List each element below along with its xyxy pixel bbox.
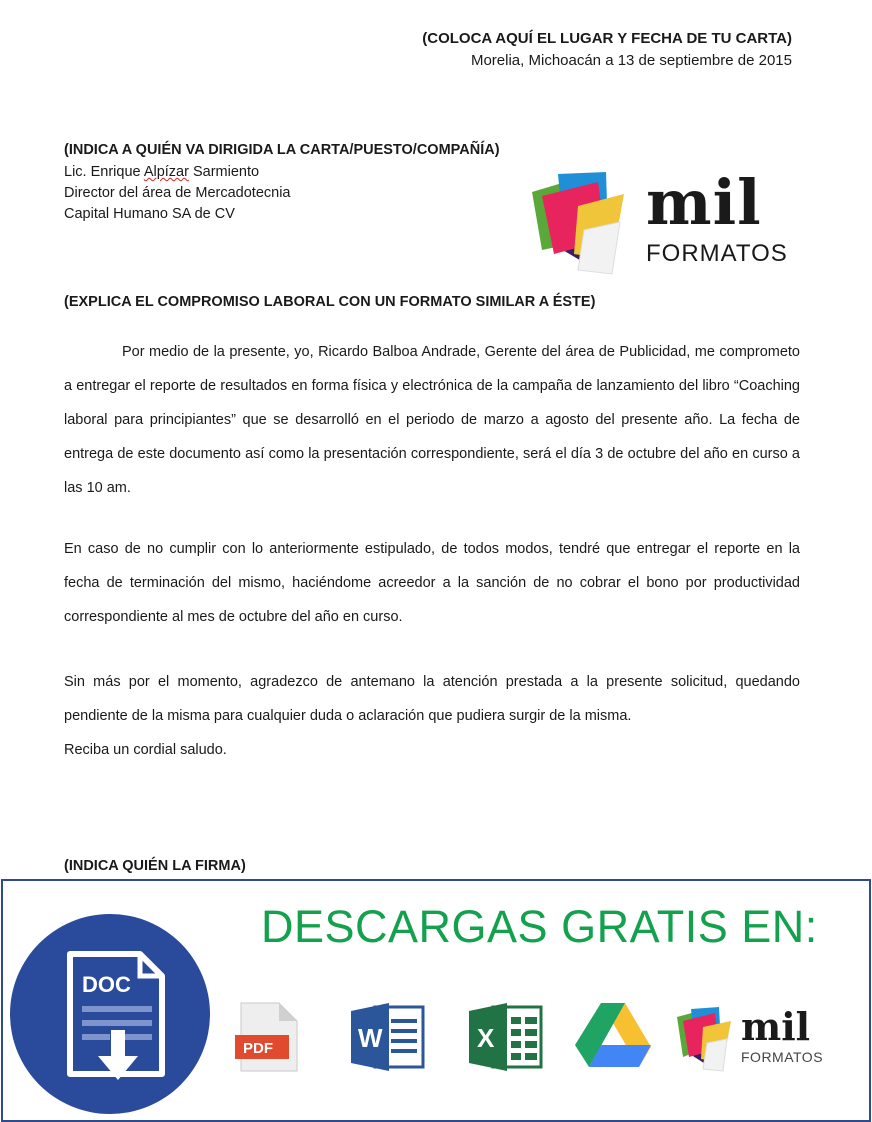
paragraph-2: En caso de no cumplir con lo anteriormente estipulado, de todos modos, tendré que entregar el reporte en la fecha de terminación del mismo, haciéndome acreedor a la sanción de no cobrar el bono por productividad correspondiente al mes de octubre del año en curso.	[64, 541, 800, 625]
excel-letter: X	[477, 1023, 495, 1053]
word-letter: W	[358, 1023, 383, 1053]
logo-wordmark: mil	[646, 166, 762, 239]
mini-logo-subword: FORMATOS	[741, 1049, 824, 1065]
doc-file-icon	[10, 914, 210, 1114]
pdf-icon[interactable]	[233, 1001, 303, 1073]
paragraph-1: Por medio de la presente, yo, Ricardo Balboa Andrade, Gerente del área de Publicidad, me comprometo a entregar el reporte de resultados en forma física y electrónica de la campaña de lanzamiento del libro “Coaching laboral para principiantes” que se desarrolló en el periodo de marzo a agosto del presente año. La fecha de entrega de este documento así como la presentación correspondiente, será el día 3 de octubre del año en curso a las 10 am.	[64, 344, 800, 496]
recipient-position: Director del área de Mercadotecnia	[64, 185, 291, 201]
logo-subword: FORMATOS	[646, 240, 788, 267]
pdf-label: PDF	[243, 1040, 273, 1057]
paragraph-3-body: Sin más por el momento, agradezco de antemano la atención prestada a la presente solicitud, quedando pendiente de la misma para cualquier duda o aclaración que pudiera surgir de la misma.	[64, 674, 800, 724]
doc-label: DOC	[82, 972, 131, 997]
signer-instruction: (INDICA QUIÉN LA FIRMA)	[64, 858, 246, 874]
commitment-instruction: (EXPLICA EL COMPROMISO LABORAL CON UN FORMATO SIMILAR A ÉSTE)	[64, 294, 596, 310]
google-drive-icon[interactable]	[575, 1001, 651, 1069]
recipient-instruction: (INDICA A QUIÉN VA DIRIGIDA LA CARTA/PUESTO/COMPAÑÍA)	[64, 142, 500, 158]
paragraph-3	[64, 665, 800, 767]
banner-title: DESCARGAS GRATIS EN:	[261, 901, 818, 952]
recipient-company: Capital Humano SA de CV	[64, 206, 235, 222]
milformatos-logo	[528, 166, 798, 275]
milformatos-mini-logo[interactable]	[675, 1004, 835, 1077]
excel-icon[interactable]	[469, 1001, 543, 1073]
doc-download-icon[interactable]	[10, 914, 210, 1114]
mini-logo-wordmark: mil	[741, 1004, 811, 1049]
download-banner[interactable]	[1, 879, 871, 1122]
spellcheck-flagged-word: Alpízar	[143, 164, 189, 180]
place-date: Morelia, Michoacán a 13 de septiembre de 2015	[470, 52, 792, 69]
word-icon[interactable]	[351, 1001, 425, 1073]
milformatos-mini-mark	[675, 1007, 737, 1073]
recipient-name: Lic. Enrique Alpízar Sarmiento	[64, 164, 260, 180]
closing-greeting: Reciba un cordial saludo.	[64, 742, 227, 758]
place-date-instruction: (COLOCA AQUÍ EL LUGAR Y FECHA DE TU CARTA)	[422, 30, 792, 47]
milformatos-logo-mark	[528, 170, 638, 275]
